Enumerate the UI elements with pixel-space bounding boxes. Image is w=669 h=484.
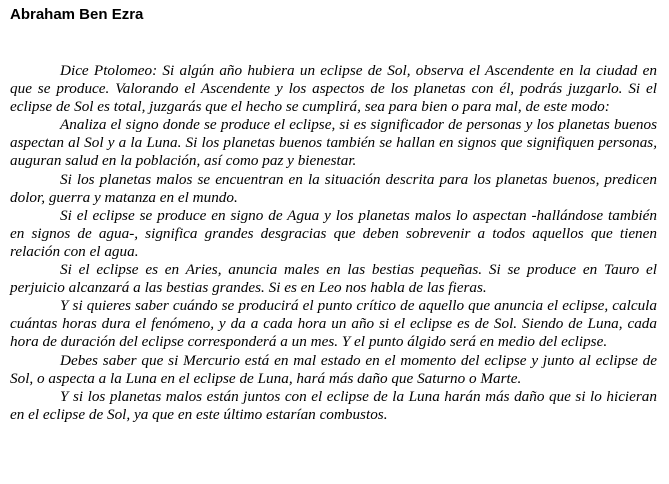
paragraph-punto-critico: Y si quieres saber cuándo se producirá el punto crítico de aquello que anuncia el eclipse, calcula cuántas horas dura el fenómeno, y da a cada hora un año si el eclipse es de Sol. Siendo de Luna, cada hora de duración del eclipse corresponderá a un mes. Y el punto álgido será en medio del eclipse.	[10, 297, 657, 351]
document-body	[10, 62, 657, 424]
paragraph-ptolomeo: Dice Ptolomeo: Si algún año hubiera un eclipse de Sol, observa el Ascendente en la ciudad en que se produce. Valorando el Ascendente y los aspectos de los planetas con él, podrás juzgarlo. Si el eclipse de Sol es total, juzgarás que el hecho se cumplirá, sea para bien o para mal, de este modo:	[10, 62, 657, 116]
paragraph-combustos: Y si los planetas malos están juntos con el eclipse de la Luna harán más daño que si lo hicieran en el eclipse de Sol, ya que en este último estarían combustos.	[10, 387, 657, 423]
paragraph-analiza-signo: Analiza el signo donde se produce el eclipse, si es significador de personas y los planetas buenos aspectan al Sol y a la Luna. Si los planetas buenos también se hallan en signos que signifiquen personas, auguran salud en la población, así como paz y bienestar.	[10, 116, 657, 170]
paragraph-planetas-malos: Si los planetas malos se encuentran en la situación descrita para los planetas buenos, predicen dolor, guerra y matanza en el mundo.	[10, 170, 657, 206]
paragraph-aries-tauro-leo: Si el eclipse es en Aries, anuncia males en las bestias pequeñas. Si se produce en Tauro el perjuicio alcanzará a las bestias grandes. Si es en Leo nos habla de las fieras.	[10, 261, 657, 297]
document-title: Abraham Ben Ezra	[10, 6, 144, 23]
paragraph-signo-agua: Si el eclipse se produce en signo de Agua y los planetas malos lo aspectan -hallándose también en signos de agua-, significa grandes desgracias que deben sobrevenir a todos aquellos que tienen relación con el agua.	[10, 206, 657, 260]
paragraph-mercurio: Debes saber que si Mercurio está en mal estado en el momento del eclipse y junto al eclipse de Sol, o aspecta a la Luna en el eclipse de Luna, hará más daño que Saturno o Marte.	[10, 351, 657, 387]
